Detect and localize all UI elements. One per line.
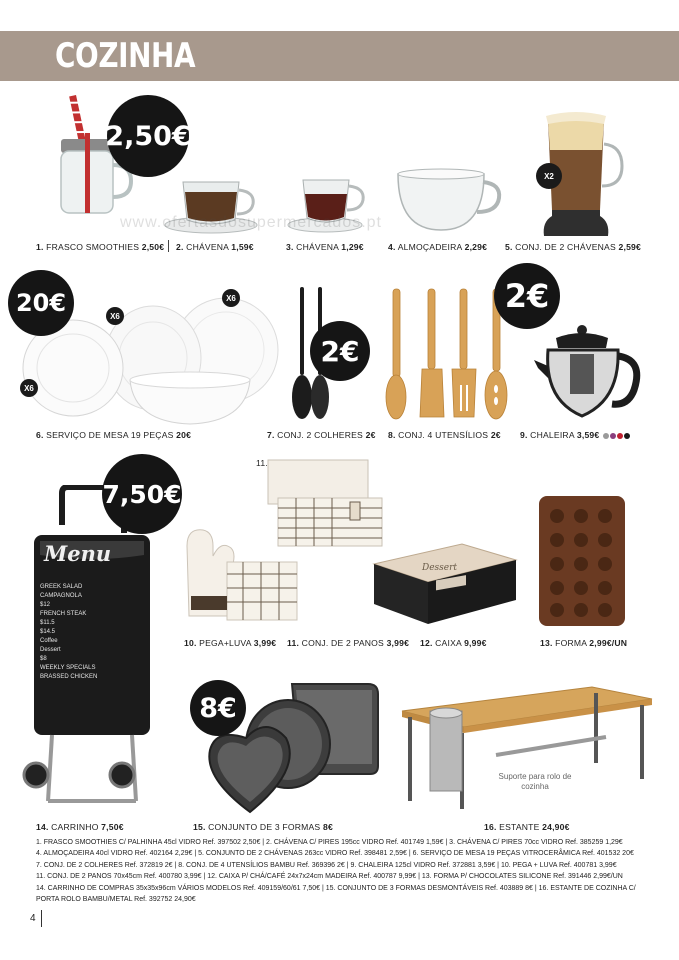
caption-item-12: 12. CAIXA 9,99€ [420,638,487,648]
caption-item-6: 6. SERVIÇO DE MESA 19 PEÇAS 20€ [36,430,192,440]
tea-box-label: Dessert [422,563,458,573]
tea-box-image [370,540,518,628]
caption-item-5: 5. CONJ. DE 2 CHÁVENAS 2,59€ [505,242,642,252]
caption-item-1: 1. FRASCO SMOOTHIES 2,50€ [36,242,165,252]
caption-item-14: 14. CARRINHO 7,50€ [36,822,124,832]
bamboo-shelf-image [396,683,656,813]
caption-item-9: 9. CHALEIRA 3,59€ [520,430,630,440]
page-number: 4 [30,913,36,924]
color-swatch [624,433,630,439]
price-badge-15: 8€ [190,680,246,736]
caption-item-7: 7. CONJ. 2 COLHERES 2€ [267,430,376,440]
color-swatch [603,433,609,439]
item-11-tag: 11. [256,458,268,468]
quantity-badge-x2: X2 [536,163,562,189]
price-badge-7: 2€ [310,321,370,381]
quantity-badge-x6: X6 [106,307,124,325]
color-swatch [610,433,616,439]
caption-item-3: 3. CHÁVENA 1,29€ [286,242,364,252]
price-badge-6: 20€ [8,270,74,336]
quantity-badge-x6: X6 [222,289,240,307]
quantity-badge-x6: X6 [20,379,38,397]
page-number-divider [41,910,42,927]
cart-menu-text: Menu [44,541,112,566]
footer-line: 14. CARRINHO DE COMPRAS 35x35x96cm VÁRIOS MODELOS Ref. 409159/60/61 7,50€ | 15. CONJUNTO DE 3 FORMAS DESMONTÁVEIS Ref. 403889 8€ | 16. ESTANTE DE COZINHA C/ [36,884,636,892]
caption-item-16: 16. ESTANTE 24,90€ [484,822,570,832]
price-badge-1: 2,50€ [107,95,189,177]
watermark: www.ofertasdosupermercados.pt [120,214,382,231]
caption-item-15: 15. CONJUNTO DE 3 FORMAS 8€ [193,822,333,832]
color-swatch [617,433,623,439]
footer-line: 11. CONJ. DE 2 PANOS 70x45cm Ref. 400780 3,99€ | 12. CAIXA P/ CHÁ/CAFÉ 24x7x24cm MADEIRA Ref. 400787 9,99€ | 13. FORMA P/ CHOCOLATES SILICONE Ref. 391446 2,99€/UN [36,873,623,881]
footer-line: 7. CONJ. DE 2 COLHERES Ref. 372819 2€ | 8. CONJ. DE 4 UTENSÍLIOS BAMBU Ref. 369396 2€ | 9. CHALEIRA 125cl VIDRO Ref. 372881 3,59€ | 10. PEGA + LUVA Ref. 400781 3,99€ [36,861,617,869]
footer-line: 1. FRASCO SMOOTHIES C/ PALHINHA 45cl VIDRO Ref. 397502 2,50€ | 2. CHÁVENA C/ PIRES 195cc VIDRO Ref. 401749 1,59€ | 3. CHÁVENA C/ PIRES 70cc VIDRO Ref. 385259 1,29€ [36,839,623,846]
caption-item-2: 2. CHÁVENA 1,59€ [176,242,254,252]
chocolate-mould-image [535,490,630,632]
footer-line: PORTA ROLO BAMBU/METAL Ref. 392752 24,90€ [36,896,196,904]
caption-item-13: 13. FORMA 2,99€/UN [540,638,628,648]
cart-menu-list: GREEK SALAD CAMPAGNOLA $12 FRENCH STEAK $11.5 $14.5 Coffee Dessert $8 WEEKLY SPECIALS BRASSED CHICKEN [40,584,98,680]
price-badge-14: 7,50€ [102,454,182,534]
caption-divider [168,240,169,252]
caption-item-11: 11. CONJ. DE 2 PANOS 3,99€ [287,638,410,648]
caption-item-10: 10. PEGA+LUVA 3,99€ [184,638,277,648]
price-badge-9: 2€ [494,263,560,329]
section-title: COZINHA [55,36,196,76]
glass-mug-image [395,168,505,238]
shelf-roll-holder-note: Suporte para rolo de cozinha [498,772,572,791]
caption-item-8: 8. CONJ. 4 UTENSÍLIOS 2€ [388,430,501,440]
teapot-image [534,320,644,426]
product-details-footer [36,837,656,905]
caption-item-4: 4. ALMOÇADEIRA 2,29€ [388,242,488,252]
oven-mitt-image [173,526,303,630]
footer-line: 4. ALMOÇADEIRA 40cl VIDRO Ref. 402164 2,29€ | 5. CONJUNTO DE 2 CHÁVENAS 263cc VIDRO Ref. 398481 2,59€ | 6. SERVIÇO DE MESA 19 PEÇAS VITROCERÂMICA Ref. 401532 20€ [36,850,634,858]
